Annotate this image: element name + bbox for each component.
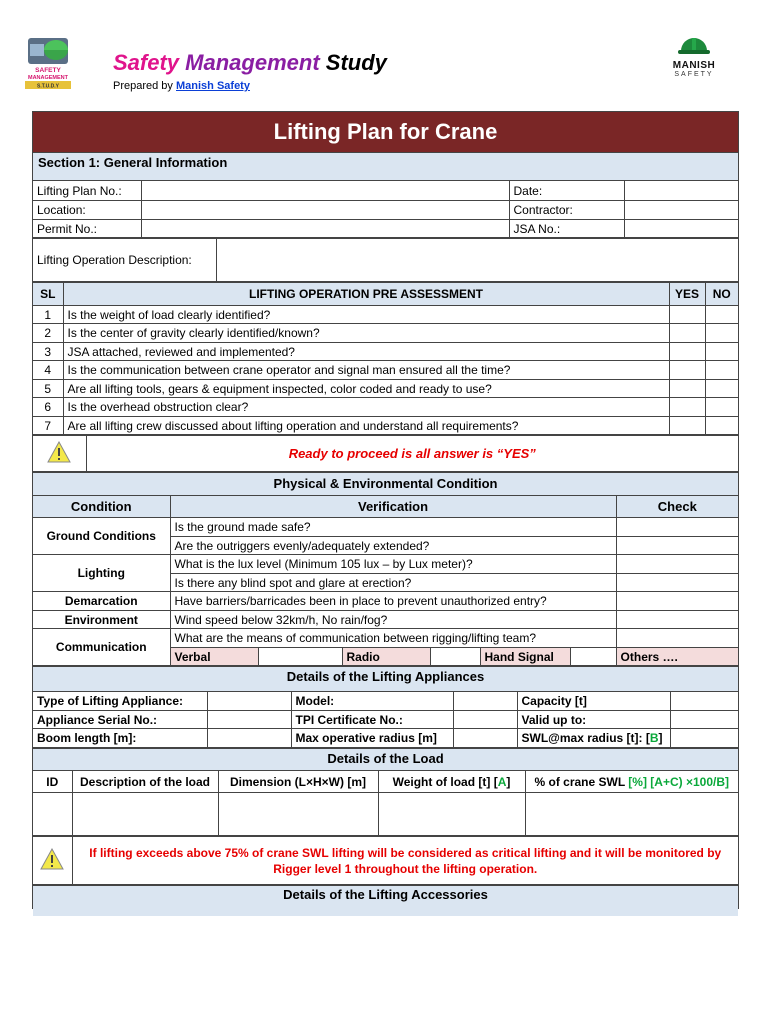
pre-item-yes-cell[interactable] [669,324,705,343]
prepared-by-line [113,80,250,92]
weight-header: Weight of load [t] [A] [378,771,525,793]
pre-item-yes-cell[interactable] [669,417,705,435]
pre-item-no-cell[interactable] [705,343,738,361]
swl-field[interactable] [670,729,738,748]
pre-item-no-cell[interactable] [705,306,738,324]
swl-percent-header: % of crane SWL [%] [A+C) ×100/B] [525,771,738,793]
check-cell[interactable] [616,574,738,592]
proceed-note-table [33,435,738,472]
capacity-field[interactable] [670,692,738,711]
prepared-by-label: Prepared by [113,80,173,92]
pre-item-number: 1 [33,306,63,324]
form-title: Lifting Plan for Crane [33,112,738,152]
location-field[interactable] [141,201,509,220]
warning-cell [33,436,86,472]
manish-safety-logo [662,33,726,87]
communication-question: What are the means of communication between rigging/lifting team? [170,629,616,648]
pre-item-question: Is the overhead obstruction clear? [63,398,669,417]
load-dimension-cell[interactable] [218,793,378,836]
physical-condition-table [33,495,738,666]
pre-item-no-cell[interactable] [705,398,738,417]
serial-no-field[interactable] [207,711,291,729]
pre-item-no-cell[interactable] [705,417,738,435]
site-title [113,50,387,76]
warning-icon [40,848,64,870]
pre-item-yes-cell[interactable] [669,361,705,380]
svg-text:S.T.U.D.Y: S.T.U.D.Y [37,83,59,90]
pre-item-number: 3 [33,343,63,361]
safety-management-study-logo [22,36,74,90]
ground-question-1: Is the ground made safe? [170,518,616,537]
load-id-cell[interactable] [33,793,72,836]
load-table [33,770,738,836]
title-word-study: Study [325,50,387,75]
pre-item-yes-cell[interactable] [669,380,705,398]
appliances-heading: Details of the Lifting Appliances [33,666,738,691]
boom-length-label: Boom length [m]: [33,729,207,748]
valid-up-to-field[interactable] [670,711,738,729]
no-header: NO [705,283,738,306]
appliances-table [33,691,738,748]
check-cell[interactable] [616,592,738,611]
title-word-management: Management [185,50,320,75]
pre-item-question: JSA attached, reviewed and implemented? [63,343,669,361]
lighting-question-1: What is the lux level (Minimum 105 lux – by Lux meter)? [170,555,616,574]
verification-header: Verification [170,496,616,518]
dimension-header: Dimension (L×H×W) [m] [218,771,378,793]
load-description-cell[interactable] [72,793,218,836]
check-cell[interactable] [616,611,738,629]
pre-item-number: 4 [33,361,63,380]
critical-lift-note: If lifting exceeds above 75% of crane SWL lifting will be considered as critical lifting and it will be monitored by Rigger level 1 throughout the lifting operation. [72,837,738,885]
lifting-plan-no-label: Lifting Plan No.: [33,181,141,201]
appliance-type-field[interactable] [207,692,291,711]
pre-item-yes-cell[interactable] [669,306,705,324]
lifting-plan-form [32,111,739,909]
title-word-safety: Safety [113,50,180,75]
verbal-option: Verbal [170,648,258,666]
description-label: Lifting Operation Description: [33,239,216,282]
critical-lift-note-table [33,836,738,885]
physical-condition-heading: Physical & Environmental Condition [33,472,738,495]
lighting-question-2: Is there any blind spot and glare at erection? [170,574,616,592]
jsa-no-field[interactable] [624,220,738,238]
others-option: Others …. [616,648,738,666]
appliance-type-label: Type of Lifting Appliance: [33,692,207,711]
load-heading: Details of the Load [33,748,738,770]
check-cell[interactable] [616,629,738,648]
swl-label: SWL@max radius [t]: [B] [517,729,670,748]
logo-sub-text: SAFETY [674,71,714,78]
pre-item-no-cell[interactable] [705,361,738,380]
date-field[interactable] [624,181,738,201]
ground-question-2: Are the outriggers evenly/adequately extended? [170,537,616,555]
pre-item-no-cell[interactable] [705,380,738,398]
svg-text:MANAGEMENT: MANAGEMENT [27,75,69,81]
ground-conditions-label: Ground Conditions [33,518,170,555]
hand-signal-option: Hand Signal [480,648,570,666]
permit-no-label: Permit No.: [33,220,141,238]
pre-item-question: Are all lifting tools, gears & equipment inspected, color coded and ready to use? [63,380,669,398]
pre-item-number: 6 [33,398,63,417]
pre-item-number: 7 [33,417,63,435]
date-label: Date: [509,181,624,201]
pre-item-question: Is the center of gravity clearly identified/known? [63,324,669,343]
pre-item-no-cell[interactable] [705,324,738,343]
logo-brand-text: MANISH [672,60,716,71]
contractor-field[interactable] [624,201,738,220]
accessories-heading: Details of the Lifting Accessories [33,885,738,916]
max-radius-label: Max operative radius [m] [291,729,453,748]
svg-text:SAFETY: SAFETY [35,67,61,74]
proceed-note: Ready to proceed is all answer is “YES” [86,436,738,472]
section-1-heading: Section 1: General Information [33,152,738,180]
load-swl-percent-cell[interactable] [525,793,738,836]
environment-label: Environment [33,611,170,629]
pre-item-yes-cell[interactable] [669,343,705,361]
id-header: ID [33,771,72,793]
verbal-check[interactable] [258,648,342,666]
yes-header: YES [669,283,705,306]
pre-item-question: Is the weight of load clearly identified? [63,306,669,324]
pre-item-number: 2 [33,324,63,343]
tpi-certificate-field[interactable] [453,711,517,729]
pre-assessment-table [33,282,738,435]
description-field[interactable] [216,239,738,282]
model-label: Model: [291,692,453,711]
contractor-label: Contractor: [509,201,624,220]
demarcation-label: Demarcation [33,592,170,611]
hard-hat-icon [677,33,711,55]
location-label: Location: [33,201,141,220]
environment-question: Wind speed below 32km/h, No rain/fog? [170,611,616,629]
jsa-no-label: JSA No.: [509,220,624,238]
pre-item-question: Are all lifting crew discussed about lifting operation and understand all requirements? [63,417,669,435]
pre-assessment-header: LIFTING OPERATION PRE ASSESSMENT [63,283,669,306]
permit-no-field[interactable] [141,220,509,238]
general-info-table [33,180,738,238]
warning-cell [33,837,72,885]
check-cell[interactable] [616,537,738,555]
warning-icon [47,441,71,463]
pre-item-number: 5 [33,380,63,398]
description-table [33,238,738,282]
check-cell[interactable] [616,555,738,574]
serial-no-label: Appliance Serial No.: [33,711,207,729]
boom-length-field[interactable] [207,729,291,748]
capacity-label: Capacity [t] [517,692,670,711]
max-radius-field[interactable] [453,729,517,748]
tpi-certificate-label: TPI Certificate No.: [291,711,453,729]
hand-signal-check[interactable] [570,648,616,666]
load-description-header: Description of the load [72,771,218,793]
manish-safety-link[interactable]: Manish Safety [176,80,250,92]
demarcation-question: Have barriers/barricades been in place to prevent unauthorized entry? [170,592,616,611]
radio-option: Radio [342,648,430,666]
check-cell[interactable] [616,518,738,537]
sl-header: SL [33,283,63,306]
lighting-label: Lighting [33,555,170,592]
valid-up-to-label: Valid up to: [517,711,670,729]
model-field[interactable] [453,692,517,711]
load-weight-cell[interactable] [378,793,525,836]
communication-label: Communication [33,629,170,666]
radio-check[interactable] [430,648,480,666]
lifting-plan-no-field[interactable] [141,181,509,201]
check-header: Check [616,496,738,518]
pre-item-question: Is the communication between crane operator and signal man ensured all the time? [63,361,669,380]
condition-header: Condition [33,496,170,518]
pre-item-yes-cell[interactable] [669,398,705,417]
